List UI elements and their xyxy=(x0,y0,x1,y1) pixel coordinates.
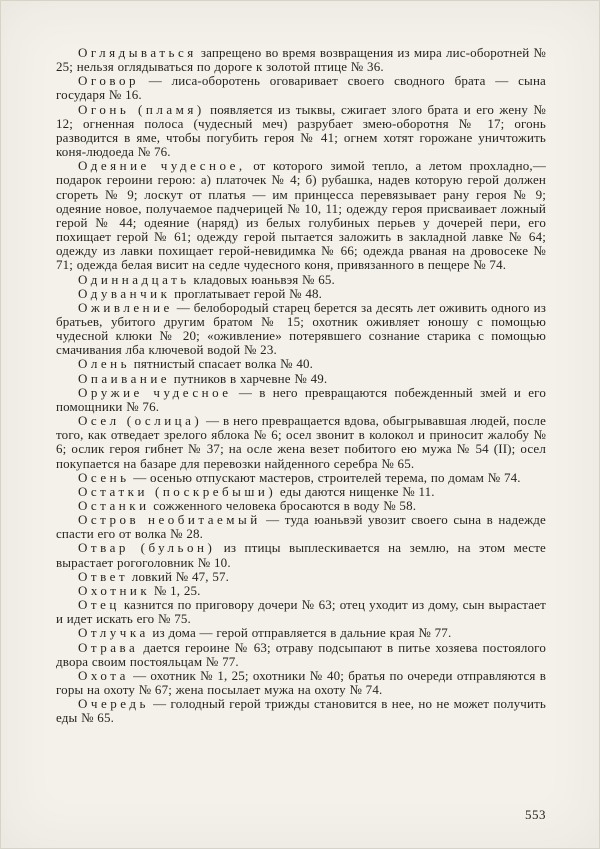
page-number: 553 xyxy=(524,807,546,822)
entry-text: путников в харчевне № 49. xyxy=(170,370,328,386)
entry-text: появляется из тыквы, сжигает злого брата и его жену № 12; огненная полоса (чудесный меч) разрубает змею-оборотня № 17; огонь разводится в яме, чтобы погубить героя № 41; огнем хотят горожане уничтожить коня-людоеда № 76. xyxy=(56,101,546,160)
index-entry xyxy=(56,46,546,74)
entry-term: Опаивание xyxy=(78,370,171,386)
index-entry xyxy=(56,103,546,160)
index-entry xyxy=(56,301,546,358)
entry-text: от которого зимой тепло, а летом прохладно,— подарок героини герою: а) платочек № 4; б) рубашка, надев которую герой должен сгореть № 9; лоскут от платья — им принцесса перевязывает рану героя № 9; одеяние новое, получаемое падчерицей № 10, 11; одежду героя присваивает ложный герой № 44; одеяние (наряд) из белых голубиных перьев у дочерей пери, его похищает герой № 61; одежду герой пытается заложить в закладной лавке № 64; одежду из лавки похищает герой-невидимка № 66; одежда рваная на дровосеке № 71; одежда белая висит на седле чудесного коня, привязанного в пещере № 74. xyxy=(56,158,546,273)
entry-term: Отвар (бульон) xyxy=(78,540,216,556)
index-entry xyxy=(56,626,546,640)
index-entry xyxy=(56,287,546,301)
index-entry xyxy=(56,641,546,669)
entry-text: из птицы выплескивается на землю, на этом месте вырастает рогоголовник № 10. xyxy=(56,540,546,570)
entry-text: казнится по приговору дочери № 63; отец уходит из дому, сын вырастает и идет искать его № 75. xyxy=(56,597,546,627)
index-entry xyxy=(56,697,546,725)
index-entry xyxy=(56,414,546,471)
entry-text: проглатывает герой № 48. xyxy=(170,285,323,301)
index-entry xyxy=(56,598,546,626)
index-entry xyxy=(56,584,546,598)
entry-term: Охота xyxy=(78,667,129,683)
entry-text: пятнистый спасает волка № 40. xyxy=(130,356,314,372)
entry-term: Отлучка xyxy=(78,625,149,641)
entry-term: Оживление xyxy=(78,299,173,315)
entry-text: — белобородый старец берется за десять лет оживить одного из братьев, убитого другим братом № 15; охотник оживляет юношу с помощью чудесной клюки № 20; «оживление» потерявшего сознание старика с помощью смачивания лба ключевой водой № 23. xyxy=(56,299,546,358)
entry-text: сожженного человека бросаются в воду № 58. xyxy=(149,498,417,513)
entry-term: Отец xyxy=(78,597,120,613)
entry-term: Осел (ослица) xyxy=(78,413,203,429)
entry-text: — лиса-оборотень оговаривает своего сводного брата — сына государя № 16. xyxy=(56,73,546,103)
entry-term: Ответ xyxy=(78,568,129,584)
entry-text: дается героине № 63; отраву подсыпают в питье хозяева постоялого двора своим постояльцам № 77. xyxy=(56,639,546,669)
entry-text: — в него превращается вдова, обыгрывавшая людей, после того, как отведает зрелого яблока № 6; осел звонит в колокол и приносит жалобу № 6; ослик героя гибнет № 37; на осле жена везет побитого ею мужа № 54 (II); осел покупается на базаре для перевозки найденного серебра № 65. xyxy=(56,413,546,471)
index-entry xyxy=(56,541,546,569)
entry-term: Отрава xyxy=(78,639,139,655)
entry-text: из дома — герой отправляется в дальние края № 77. xyxy=(148,625,452,641)
entry-term: Одиннадцать xyxy=(78,271,190,287)
index-entry xyxy=(56,159,546,272)
index-entry xyxy=(56,570,546,584)
entry-term: Остров необитаемый xyxy=(78,512,261,528)
entry-text: — осенью отпускают мастеров, строителей терема, по домам № 74. xyxy=(129,469,521,485)
index-entry xyxy=(56,669,546,697)
index-entry xyxy=(56,357,546,371)
entry-term: Оглядываться xyxy=(78,45,197,60)
entry-term: Останки xyxy=(78,498,150,513)
index-entry xyxy=(56,74,546,102)
index-entry xyxy=(56,372,546,386)
entry-term: Огонь (пламя) xyxy=(78,101,205,117)
entry-text: кладовых юаньвэя № 65. xyxy=(189,271,335,287)
entry-term: Оговор xyxy=(78,73,140,89)
entry-term: Осень xyxy=(78,469,130,485)
entry-term: Одуванчик xyxy=(78,285,171,301)
entry-term: Одеяние чудесное, xyxy=(78,158,246,174)
index-entry xyxy=(56,471,546,485)
index-entry xyxy=(56,513,546,541)
entries xyxy=(56,46,546,726)
index-entry xyxy=(56,273,546,287)
index-entry xyxy=(56,485,546,499)
entry-text: ловкий № 47, 57. xyxy=(128,568,230,584)
entry-term: Остатки (поскребыши) xyxy=(78,483,277,499)
index-entry xyxy=(56,499,546,513)
entry-text: № 1, 25. xyxy=(150,582,201,598)
entry-text: — охотник № 1, 25; охотники № 40; братья по очереди отправляются в горы на охоту № 67; жена посылает мужа на охоту № 74. xyxy=(56,667,546,698)
entry-text: еды даются нищенке № 11. xyxy=(276,483,435,499)
index-entry xyxy=(56,386,546,414)
entry-text: запрещено во время возвращения из мира лис-оборотней № 25; нельзя оглядываться по дороге к золотой птице № 36. xyxy=(56,45,546,75)
entry-text: — голодный герой трижды становится в нее, но не может получить еды № 65. xyxy=(56,696,546,726)
entry-term: Очередь xyxy=(78,696,149,712)
entry-term: Олень xyxy=(78,356,131,372)
entry-text: — в него превращаются побежденный змей и его помощники № 76. xyxy=(56,384,546,414)
entry-text: — туда юаньвэй увозит своего сына в надежде спасти его от волка № 28. xyxy=(56,512,546,542)
entry-term: Охотник xyxy=(78,582,151,598)
entry-term: Оружие чудесное xyxy=(78,384,232,400)
